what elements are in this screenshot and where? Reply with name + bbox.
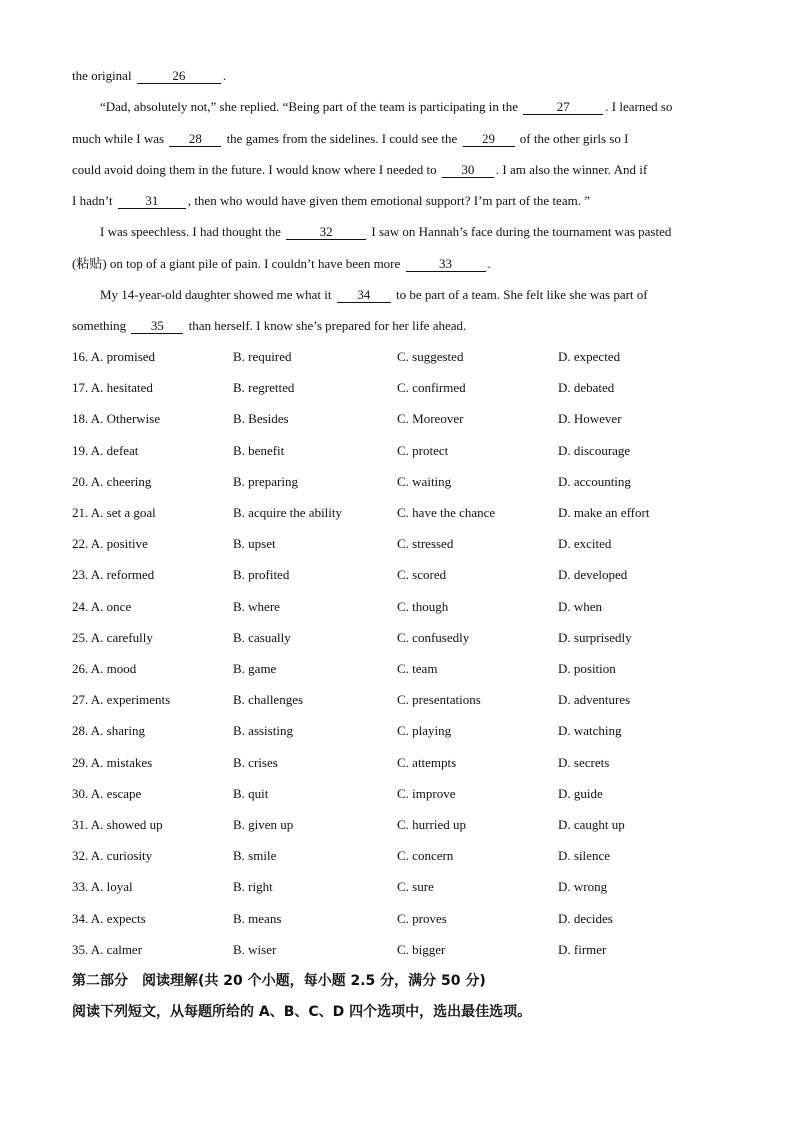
option-c: C. proves: [397, 911, 447, 926]
option-b: B. means: [233, 911, 282, 926]
blank-28: 28: [169, 132, 221, 147]
option-b: B. benefit: [233, 443, 285, 458]
blank-30: 30: [442, 163, 494, 178]
option-c: C. confusedly: [397, 630, 470, 645]
question-row-22: [72, 535, 722, 553]
option-a: 27. A. experiments: [72, 692, 171, 707]
option-d: D. developed: [558, 567, 628, 582]
question-row-19: [72, 442, 722, 460]
passage-text: I hadn’t: [72, 193, 116, 208]
option-c: C. hurried up: [397, 817, 466, 832]
option-b: B. given up: [233, 817, 294, 832]
option-a: 26. A. mood: [72, 661, 137, 676]
option-d: D. wrong: [558, 879, 608, 894]
option-a: 33. A. loyal: [72, 879, 133, 894]
option-d: D. adventures: [558, 692, 631, 707]
option-d: D. guide: [558, 786, 603, 801]
passage-text: I was speechless. I had thought the: [100, 224, 285, 239]
option-d: D. position: [558, 661, 616, 676]
option-a: 34. A. expects: [72, 911, 146, 926]
option-a: 35. A. calmer: [72, 942, 143, 957]
option-a: 21. A. set a goal: [72, 505, 156, 520]
option-b: B. crises: [233, 755, 278, 770]
question-row-17: [72, 379, 722, 397]
blank-33: 33: [406, 257, 486, 272]
option-d: D. debated: [558, 380, 615, 395]
question-row-29: [72, 754, 722, 772]
passage-text: My 14-year-old daughter showed me what it: [100, 287, 335, 302]
passage-text: (粘贴) on top of a giant pile of pain. I couldn’t have been more: [72, 256, 404, 271]
passage-text: . I learned so: [605, 99, 673, 114]
option-c: C. Moreover: [397, 411, 464, 426]
question-row-16: [72, 348, 722, 366]
passage-text: . I am also the winner. And if: [495, 162, 648, 177]
passage-line-8: [100, 286, 722, 304]
passage-text: , then who would have given them emotional support? I’m part of the team. ”: [187, 193, 590, 208]
passage-text: than herself. I know she’s prepared for her life ahead.: [185, 318, 467, 333]
option-b: B. Besides: [233, 411, 289, 426]
option-b: B. right: [233, 879, 273, 894]
option-d: D. discourage: [558, 443, 631, 458]
option-c: C. team: [397, 661, 438, 676]
question-row-30: [72, 785, 722, 803]
passage-text: .: [487, 256, 491, 271]
option-c: C. attempts: [397, 755, 457, 770]
option-b: B. upset: [233, 536, 276, 551]
passage-text: of the other girls so I: [516, 131, 629, 146]
option-b: B. profited: [233, 567, 290, 582]
question-row-18: [72, 410, 722, 428]
option-b: B. casually: [233, 630, 291, 645]
option-a: 31. A. showed up: [72, 817, 163, 832]
passage-text: could avoid doing them in the future. I would know where I needed to: [72, 162, 440, 177]
option-c: C. sure: [397, 879, 434, 894]
option-a: 17. A. hesitated: [72, 380, 153, 395]
option-a: 32. A. curiosity: [72, 848, 153, 863]
option-c: C. improve: [397, 786, 456, 801]
blank-31: 31: [118, 194, 186, 209]
blank-26: 26: [137, 69, 221, 84]
option-a: 23. A. reformed: [72, 567, 155, 582]
option-d: D. secrets: [558, 755, 610, 770]
passage-line-5: [72, 192, 722, 210]
option-a: 19. A. defeat: [72, 443, 139, 458]
option-d: D. accounting: [558, 474, 631, 489]
option-b: B. quit: [233, 786, 269, 801]
option-d: D. watching: [558, 723, 622, 738]
option-d: D. when: [558, 599, 603, 614]
option-c: C. have the chance: [397, 505, 496, 520]
passage-text: to be part of a team. She felt like she was part of: [392, 287, 648, 302]
option-c: C. stressed: [397, 536, 454, 551]
option-b: B. required: [233, 349, 292, 364]
option-c: C. scored: [397, 567, 447, 582]
option-d: D. make an effort: [558, 505, 650, 520]
question-row-26: [72, 660, 722, 678]
passage-text: .: [222, 68, 227, 83]
passage-text: much while I was: [72, 131, 168, 146]
passage-text: I saw on Hannah’s face during the tournament was pasted: [368, 224, 672, 239]
option-b: B. smile: [233, 848, 277, 863]
option-d: D. decides: [558, 911, 613, 926]
option-c: C. bigger: [397, 942, 446, 957]
option-d: D. silence: [558, 848, 610, 863]
question-row-34: [72, 910, 722, 928]
option-b: B. acquire the ability: [233, 505, 343, 520]
option-d: D. caught up: [558, 817, 625, 832]
option-b: B. regretted: [233, 380, 295, 395]
option-a: 16. A. promised: [72, 349, 156, 364]
passage-text: the games from the sidelines. I could see the: [223, 131, 461, 146]
option-d: D. excited: [558, 536, 612, 551]
passage-line-3: [72, 130, 722, 148]
question-row-20: [72, 473, 722, 491]
question-row-33: [72, 878, 722, 896]
option-a: 24. A. once: [72, 599, 132, 614]
option-d: D. firmer: [558, 942, 607, 957]
blank-29: 29: [463, 132, 515, 147]
question-row-23: [72, 566, 722, 584]
option-b: B. where: [233, 599, 280, 614]
option-d: D. However: [558, 411, 622, 426]
option-a: 28. A. sharing: [72, 723, 145, 738]
passage-line-7: [72, 255, 722, 273]
blank-27: 27: [523, 100, 603, 115]
option-a: 29. A. mistakes: [72, 755, 153, 770]
question-row-21: [72, 504, 722, 522]
option-b: B. challenges: [233, 692, 304, 707]
option-b: B. preparing: [233, 474, 298, 489]
passage-line-2: [100, 98, 722, 116]
option-c: C. protect: [397, 443, 449, 458]
option-c: C. presentations: [397, 692, 481, 707]
question-row-35: [72, 941, 722, 959]
blank-32: 32: [286, 225, 366, 240]
option-c: C. though: [397, 599, 449, 614]
option-a: 30. A. escape: [72, 786, 142, 801]
question-row-28: [72, 722, 722, 740]
question-row-25: [72, 629, 722, 647]
passage-line-6: [100, 223, 722, 241]
passage-text: the original: [72, 68, 135, 83]
option-c: C. confirmed: [397, 380, 466, 395]
option-c: C. suggested: [397, 349, 464, 364]
section-title: 第二部分 阅读理解(共 20 个小题，每小题 2.5 分，满分 50 分): [72, 973, 486, 989]
option-d: D. surprisedly: [558, 630, 632, 645]
option-a: 22. A. positive: [72, 536, 148, 551]
option-c: C. waiting: [397, 474, 452, 489]
passage-line-9: [72, 317, 722, 335]
question-row-27: [72, 691, 722, 709]
question-row-24: [72, 598, 722, 616]
option-a: 25. A. carefully: [72, 630, 153, 645]
option-c: C. playing: [397, 723, 452, 738]
option-a: 20. A. cheering: [72, 474, 152, 489]
passage-line-4: [72, 161, 722, 179]
option-b: B. assisting: [233, 723, 293, 738]
option-a: 18. A. Otherwise: [72, 411, 161, 426]
blank-35: 35: [131, 319, 183, 334]
question-row-31: [72, 816, 722, 834]
blank-34: 34: [337, 288, 391, 303]
question-row-32: [72, 847, 722, 865]
option-d: D. expected: [558, 349, 621, 364]
section-instruction: 阅读下列短文，从每题所给的 A、B、C、D 四个选项中，选出最佳选项。: [72, 1004, 532, 1020]
passage-text: something: [72, 318, 130, 333]
option-c: C. concern: [397, 848, 454, 863]
passage-text: “Dad, absolutely not,” she replied. “Being part of the team is participating in the: [100, 99, 522, 114]
passage-line-1: [72, 67, 722, 85]
option-b: B. game: [233, 661, 277, 676]
option-b: B. wiser: [233, 942, 277, 957]
